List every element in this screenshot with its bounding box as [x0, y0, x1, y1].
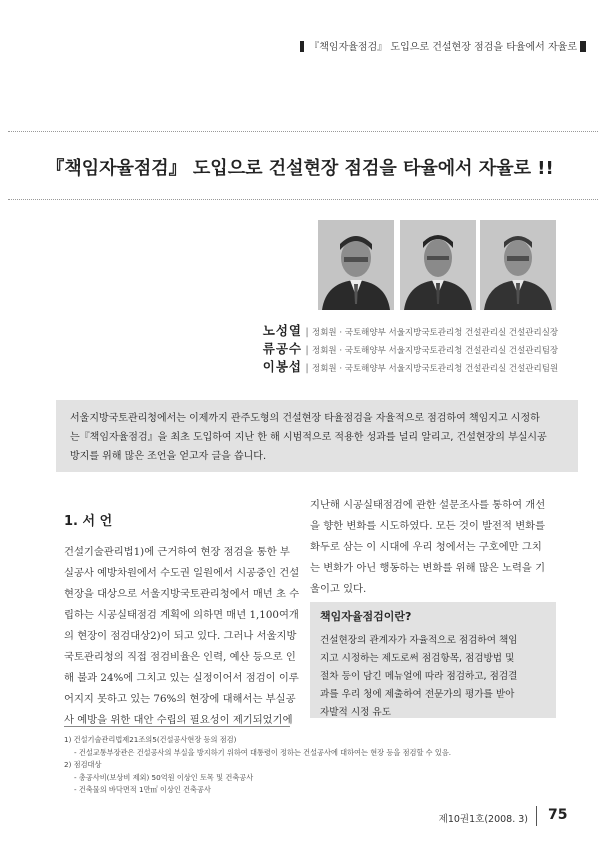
author-affiliation: 정회원 · 국토해양부 서울지방국토관리청 건설관리실 건설관리팀장 [312, 346, 559, 356]
author-entry [250, 358, 590, 374]
author-photo-2 [400, 220, 476, 310]
abstract-line: 서울지방국토관리청에서는 이제까지 관주도형의 건설현장 타율점검을 자율적으로 점검하여 책임지고 시정하 [70, 413, 540, 424]
running-head-end-marker [580, 41, 586, 52]
footnote: - 건축물의 바닥면적 1만㎡ 이상인 건축공사 [74, 785, 211, 794]
definition-box-title: 책임자율점검이란? [320, 610, 412, 623]
body-line: 지난해 시공실태점검에 관한 설문조사를 통하여 개선 [310, 499, 546, 511]
footnote: - 총공사비(보상비 제외) 50억원 이상인 토목 및 건축공사 [74, 772, 254, 782]
definition-line: 과를 우리 청에 제출하여 전문가의 평가를 받아 [320, 689, 515, 700]
body-line: 실공사 예방차원에서 수도권 일원에서 시공중인 건설 [64, 567, 300, 579]
footnote-rule [64, 726, 290, 727]
body-line: 사 예방을 위한 대안 수립의 필요성이 제기되었기에 [64, 714, 293, 726]
body-line: 을 향한 변화를 시도하였다. 모든 것이 발전적 변화를 [310, 520, 546, 532]
definition-line: 절차 등이 담긴 메뉴얼에 따라 점검하고, 점검결 [320, 671, 518, 682]
running-head [300, 38, 586, 53]
body-line: 울이고 있다. [310, 583, 367, 595]
author-entry [250, 322, 590, 338]
footer-separator [536, 806, 537, 826]
definition-line: 자발적 시정 유도 [320, 707, 391, 718]
author-separator: | [305, 363, 309, 374]
definition-box-body [320, 632, 546, 722]
body-line: 립하는 시공실태점검 계획에 의하면 매년 1,100여개 [64, 609, 299, 621]
body-line: 의 현장이 점검대상2)이 되고 있다. 그러나 서울지방 [64, 630, 297, 642]
section-heading: 1. 서 언 [64, 514, 113, 529]
author-entry [250, 340, 590, 356]
body-line: 는 변화가 아닌 행동하는 변화를 위해 많은 노력을 기 [310, 562, 546, 574]
definition-line: 지고 시정하는 제도로써 점검항목, 점검방법 및 [320, 653, 515, 664]
body-line: 국토관리청의 직접 점검비율은 인력, 예산 등으로 인 [64, 651, 296, 663]
body-line: 현장을 대상으로 서울지방국토관리청에서 매년 초 수 [64, 588, 300, 600]
issue-label: 제10권1호(2008. 3) [438, 814, 528, 825]
title-bottom-rule [8, 199, 598, 200]
author-name: 류공수 [262, 341, 302, 356]
footnotes [64, 734, 451, 797]
running-head-text: 『책임자율점검』 도입으로 건설현장 점검을 타율에서 자율로 [309, 42, 577, 53]
author-list [250, 322, 590, 376]
body-line: 건설기술관리법1)에 근거하여 현장 점검을 통한 부 [64, 546, 290, 558]
author-name: 이봉섭 [262, 359, 302, 374]
body-line: 화두로 삼는 이 시대에 우리 청에서는 구호에만 그치 [310, 541, 542, 553]
right-column [310, 495, 560, 600]
body-line: 어지지 못하고 있는 76%의 현장에 대해서는 부실공 [64, 693, 296, 705]
abstract-box [56, 400, 578, 472]
running-head-marker [300, 41, 304, 52]
title-top-rule [8, 131, 598, 132]
body-line: 해 불과 24%에 그치고 있는 실정이어서 점검이 이루 [64, 672, 299, 684]
author-affiliation: 정회원 · 국토해양부 서울지방국토관리청 건설관리실 건설관리팀원 [312, 364, 559, 374]
article-title: 『책임자율점검』 도입으로 건설현장 점검을 타율에서 자율로 !! [46, 158, 554, 179]
abstract-line: 는『책임자율점검』을 최초 도입하여 지난 한 해 시범적으로 적용한 성과를 널리 알리고, 건설현장의 부실시공 [70, 432, 547, 443]
footnote: 1) 건설기술관리법제21조의5(건설공사현장 등의 점검) [64, 735, 237, 744]
author-separator: | [305, 327, 309, 338]
author-photo-1 [318, 220, 394, 310]
definition-line: 건설현장의 관계자가 자율적으로 점검하여 책임 [320, 635, 518, 646]
definition-box [310, 602, 556, 718]
left-column [64, 542, 304, 731]
author-separator: | [305, 345, 309, 356]
author-photo-3 [480, 220, 556, 310]
footnote: - 건설교통부장관은 건설공사의 부실을 방지하기 위하여 대통령이 정하는 건설공사에 대하여는 현장 등을 점검할 수 있음. [74, 747, 452, 757]
abstract-line: 방지를 위해 많은 조언을 얻고자 글을 씁니다. [70, 451, 267, 462]
footnote: 2) 점검대상 [64, 760, 102, 769]
author-affiliation: 정회원 · 국토해양부 서울지방국토관리청 건설관리실 건설관리실장 [312, 328, 559, 338]
author-name: 노성열 [262, 323, 302, 338]
page-number: 75 [548, 807, 568, 823]
